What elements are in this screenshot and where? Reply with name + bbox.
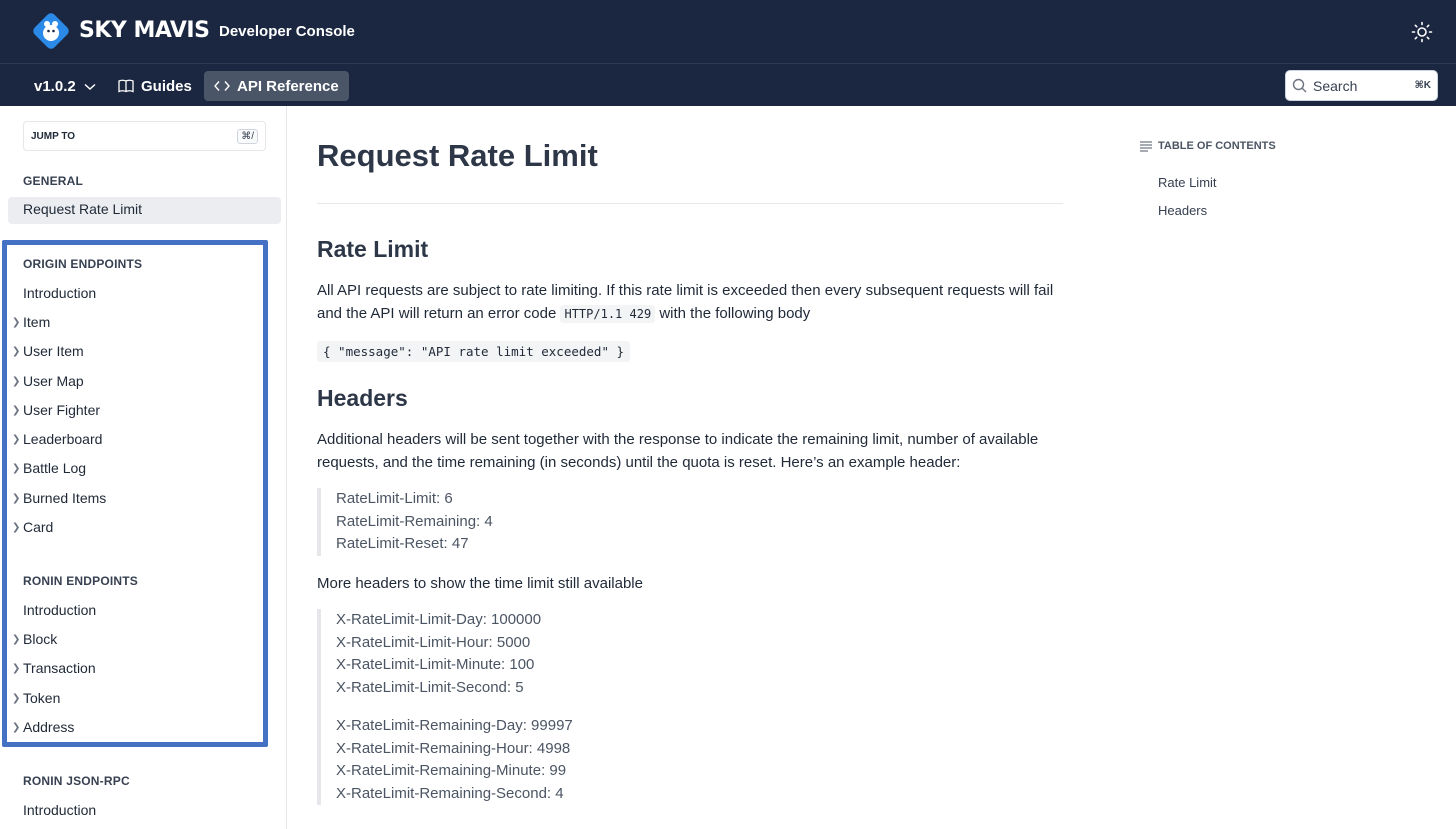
search-shortcut: ⌘K [1414,80,1431,91]
code-icon [214,80,230,92]
title-divider [317,203,1063,204]
search-placeholder: Search [1313,77,1358,94]
error-code-inline: HTTP/1.1 429 [560,305,655,323]
limit-header-line: X-RateLimit-Limit-Second: 5 [336,679,524,697]
jump-to-button[interactable] [23,121,266,151]
sidebar-item-user-item[interactable]: User Item [23,343,84,359]
nav-guides-label: Guides [141,77,192,95]
console-title[interactable]: Developer Console [219,23,355,40]
section-title-origin-endpoints: ORIGIN ENDPOINTS [23,257,143,271]
headers-intro-paragraph: Additional headers will be sent together with the response to indicate the remaining limit, number of available requests, and the time remaining (in seconds) until the quota is reset. Here’s an example header: [317,431,1039,471]
chevron-right-icon: ❯ [12,634,21,645]
sidebar-item-token[interactable]: Token [23,690,61,706]
sidebar-item-block[interactable]: Block [23,631,58,647]
version-label: v1.0.2 [34,78,76,95]
limit-header-line: X-RateLimit-Limit-Minute: 100 [336,656,535,674]
sidebar-item-ronin-introduction[interactable]: Introduction [23,602,97,618]
toc-title-label: TABLE OF CONTENTS [1158,140,1276,152]
remaining-header-line: X-RateLimit-Remaining-Day: 99997 [336,716,573,734]
rate-limit-text-before: All API requests are subject to rate limiting. If this rate limit is exceeded then every subsequent requests will fail and the API will return an error code [317,282,1054,322]
example-headers-block [317,488,493,556]
chevron-right-icon: ❯ [12,693,21,704]
chevron-down-icon [84,83,96,91]
sidebar-item-user-fighter[interactable]: User Fighter [23,402,101,418]
sidebar-item-burned-items[interactable]: Burned Items [23,490,107,506]
example-header-line: RateLimit-Remaining: 4 [336,512,493,530]
sun-icon[interactable] [1411,21,1433,43]
chevron-right-icon: ❯ [12,405,21,416]
sidebar-item-card[interactable]: Card [23,519,54,535]
sidebar-item-request-rate-limit[interactable]: Request Rate Limit [8,197,281,224]
nav-guides[interactable] [108,71,202,101]
toc-link-headers[interactable]: Headers [1158,203,1208,218]
search-input[interactable] [1285,70,1438,101]
toc-link-rate-limit[interactable]: Rate Limit [1158,175,1217,190]
more-headers-paragraph: More headers to show the time limit still available [317,575,643,592]
jump-to-shortcut: ⌘/ [237,129,258,144]
rate-limit-text-after: with the following body [659,305,811,322]
header-nav-row [0,64,1456,106]
chevron-right-icon: ❯ [12,376,21,387]
remaining-header-line: X-RateLimit-Remaining-Minute: 99 [336,762,567,780]
heading-headers: Headers [317,385,408,411]
example-header-line: RateLimit-Limit: 6 [336,490,453,507]
rate-limit-paragraph [317,279,1063,326]
section-title-ronin-json-rpc: RONIN JSON-RPC [23,774,130,788]
header-primary-row [0,0,1456,64]
section-title-ronin-endpoints: RONIN ENDPOINTS [23,574,139,588]
nav-api-reference[interactable] [204,71,349,101]
toc-title [1139,140,1276,152]
limit-header-line: X-RateLimit-Limit-Day: 100000 [336,611,542,628]
sidebar-item-transaction[interactable]: Transaction [23,660,96,676]
remaining-header-line: X-RateLimit-Remaining-Second: 4 [336,784,564,802]
sidebar-item-leaderboard[interactable]: Leaderboard [23,431,103,447]
limit-header-line: X-RateLimit-Limit-Hour: 5000 [336,633,531,651]
chevron-right-icon: ❯ [12,493,21,504]
left-sidebar [0,106,287,829]
book-icon [118,79,134,93]
sidebar-item-item[interactable]: Item [23,314,51,330]
chevron-right-icon: ❯ [12,663,21,674]
chevron-right-icon: ❯ [12,522,21,533]
error-body-code: { "message": "API rate limit exceeded" } [317,341,630,362]
version-selector[interactable] [34,78,96,95]
heading-rate-limit: Rate Limit [317,236,429,262]
jump-to-label: JUMP TO [31,130,76,142]
remaining-header-line: X-RateLimit-Remaining-Hour: 4998 [336,739,571,757]
time-limit-headers-block [317,609,573,805]
sidebar-item-origin-introduction[interactable]: Introduction [23,285,97,301]
sidebar-item-user-map[interactable]: User Map [23,373,84,389]
sky-mavis-logo-icon[interactable] [30,10,72,52]
section-title-general: GENERAL [23,174,84,188]
sidebar-item-jsonrpc-introduction[interactable]: Introduction [23,802,97,818]
chevron-right-icon: ❯ [12,317,21,328]
page-title: Request Rate Limit [317,138,598,173]
search-icon [1292,78,1307,93]
chevron-right-icon: ❯ [12,463,21,474]
sidebar-item-address[interactable]: Address [23,719,75,735]
sidebar-item-battle-log[interactable]: Battle Log [23,460,87,476]
chevron-right-icon: ❯ [12,434,21,445]
list-icon [1139,140,1153,152]
nav-api-reference-label: API Reference [237,77,339,95]
example-header-line: RateLimit-Reset: 47 [336,535,469,553]
brand-name[interactable]: SKY MAVIS [79,18,210,43]
chevron-right-icon: ❯ [12,722,21,733]
chevron-right-icon: ❯ [12,346,21,357]
top-header [0,0,1456,106]
